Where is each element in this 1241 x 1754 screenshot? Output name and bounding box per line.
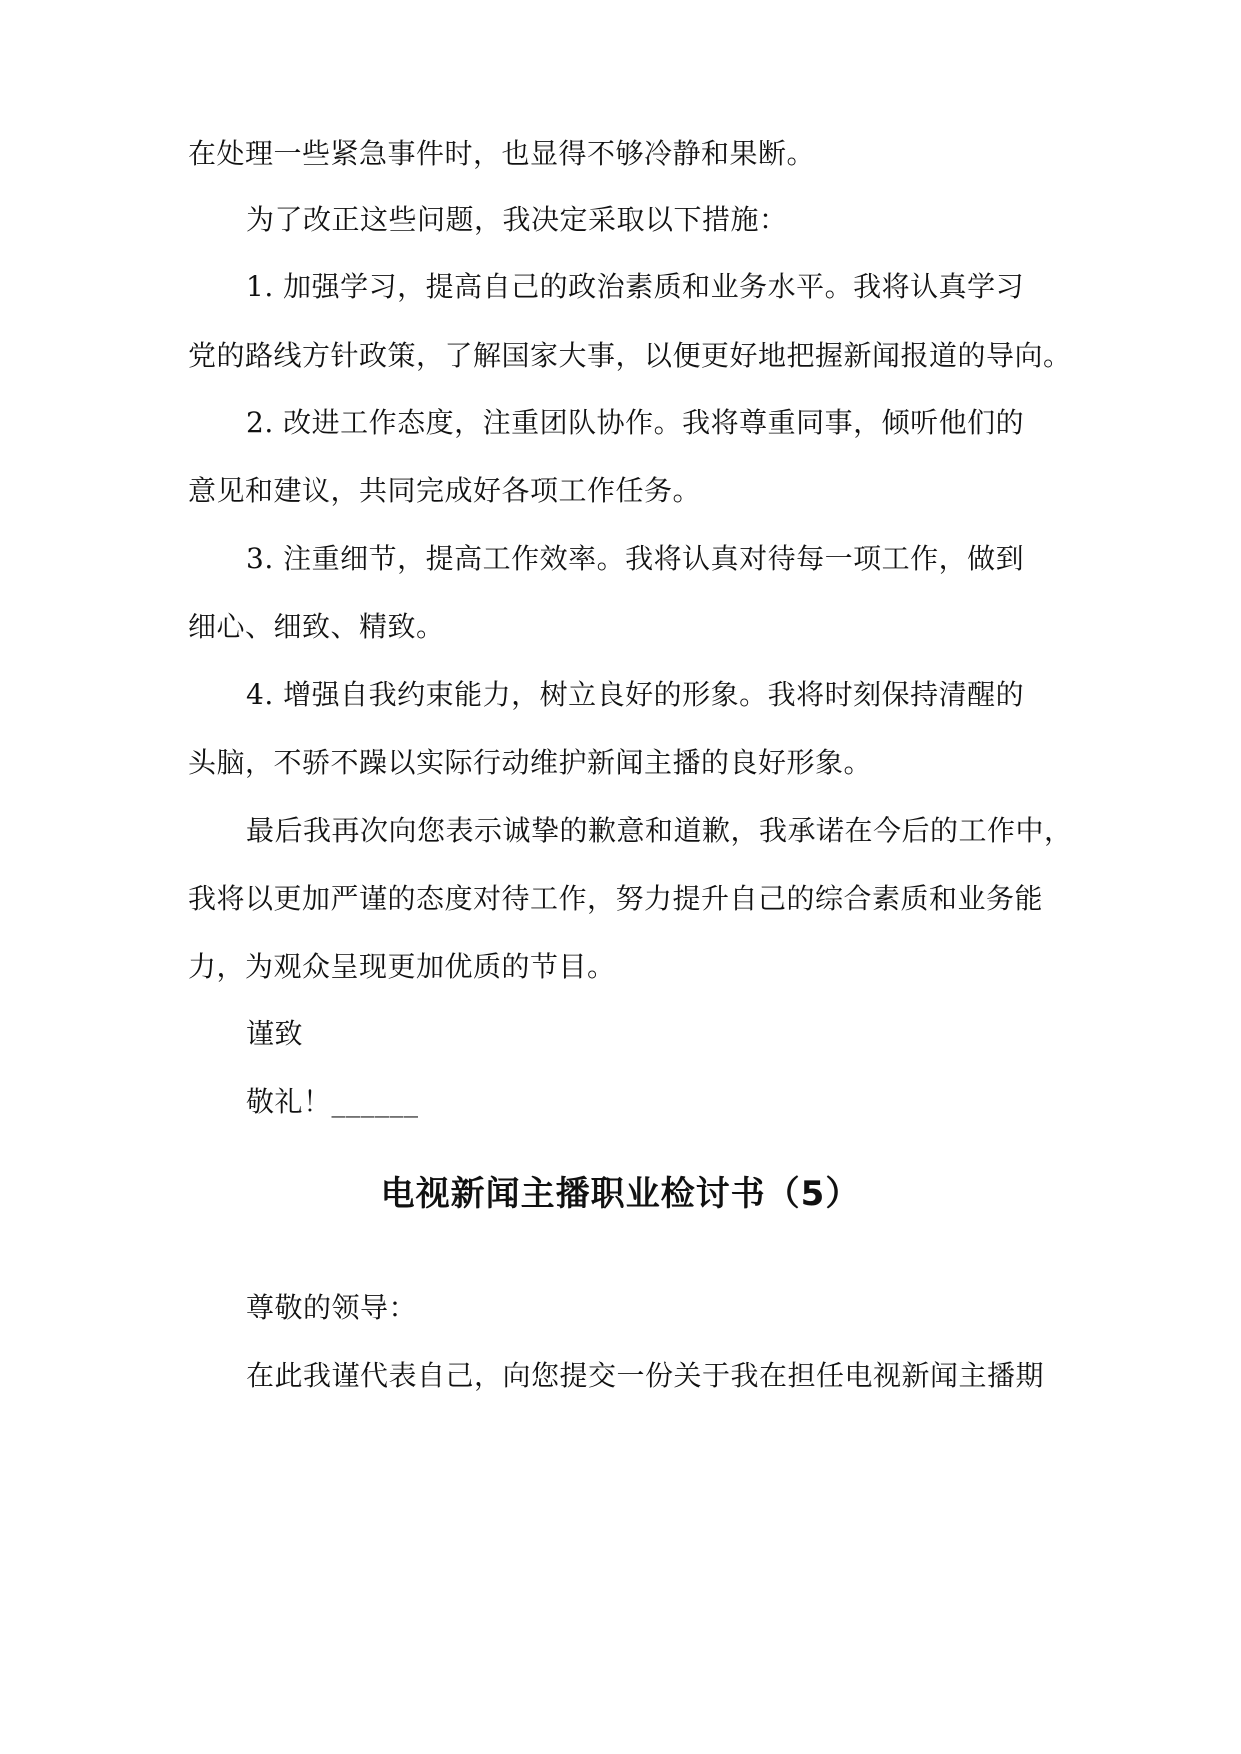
body-line-9: 4. 增强自我约束能力，树立良好的形象。我将时刻保持清醒的	[246, 678, 1025, 711]
body-line-5: 2. 改进工作态度，注重团队协作。我将尊重同事，倾听他们的	[246, 406, 1025, 439]
body-line-3: 1. 加强学习，提高自己的政治素质和业务水平。我将认真学习	[246, 270, 1025, 303]
body-line-1: 在处理一些紧急事件时，也显得不够冷静和果断。	[188, 137, 816, 170]
body-line-10: 头脑，不骄不躁以实际行动维护新闻主播的良好形象。	[188, 746, 873, 779]
salutation: 尊敬的领导：	[246, 1291, 418, 1324]
closing-phrase: 谨致	[246, 1017, 304, 1050]
body-line-2: 为了改正这些问题，我决定采取以下措施：	[246, 203, 788, 236]
closing-regards: 敬礼！______	[246, 1085, 419, 1118]
body-line-11: 最后我再次向您表示诚挚的歉意和道歉，我承诺在今后的工作中，	[246, 814, 1073, 847]
body-line-7: 3. 注重细节，提高工作效率。我将认真对待每一项工作，做到	[246, 542, 1025, 575]
body-line-8: 细心、细致、精致。	[188, 610, 445, 643]
body-line-4: 党的路线方针政策，了解国家大事，以便更好地把握新闻报道的导向。	[188, 339, 1072, 372]
body-line-13: 力，为观众呈现更加优质的节目。	[188, 950, 616, 983]
body-line-6: 意见和建议，共同完成好各项工作任务。	[188, 474, 702, 507]
body-line-12: 我将以更加严谨的态度对待工作，努力提升自己的综合素质和业务能	[188, 882, 1044, 915]
section-title: 电视新闻主播职业检讨书（5）	[380, 1174, 861, 1214]
body-line-last: 在此我谨代表自己，向您提交一份关于我在担任电视新闻主播期	[246, 1359, 1045, 1392]
